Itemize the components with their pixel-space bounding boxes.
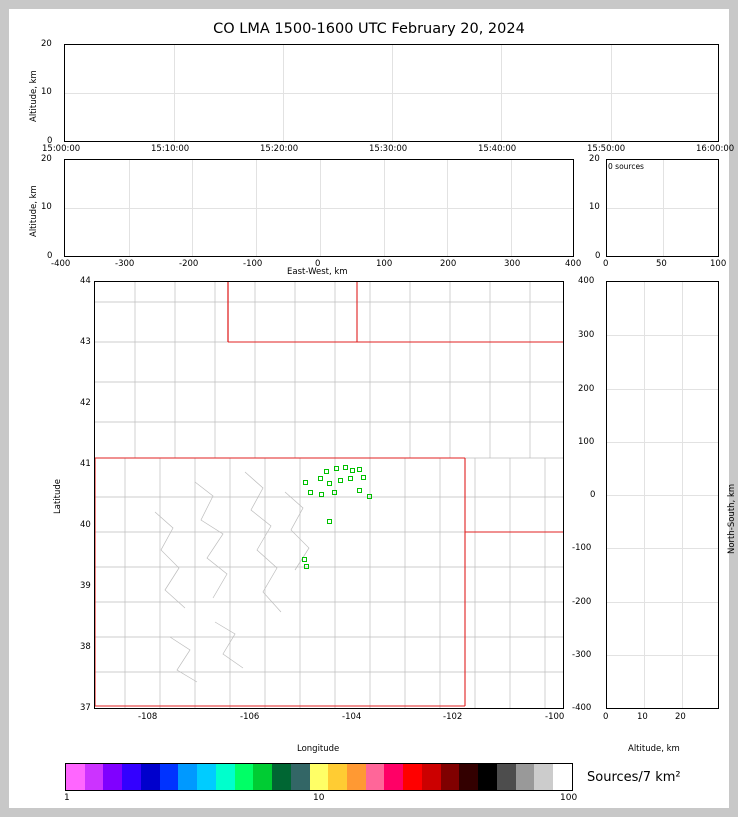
colorbar-swatch	[197, 764, 216, 790]
colorbar-swatch	[366, 764, 385, 790]
colorbar-swatch	[347, 764, 366, 790]
ns-height-xtick: 10	[637, 712, 648, 722]
time-height-xtick: 15:00:00	[42, 144, 81, 154]
source-marker	[303, 480, 308, 485]
colorbar-swatch	[216, 764, 235, 790]
ew-height-ytick: 20	[41, 154, 52, 164]
source-marker	[302, 557, 307, 562]
ns-height-ytick: 0	[590, 490, 596, 500]
ns-height-ytick: -100	[572, 543, 592, 553]
histogram-xtick: 50	[656, 259, 667, 269]
source-marker	[332, 490, 337, 495]
altitude-histogram-panel	[606, 159, 719, 257]
east-west-height-xlabel: East-West, km	[287, 267, 348, 277]
north-south-height-xlabel: Altitude, km	[628, 744, 680, 754]
north-south-height-panel	[606, 281, 719, 709]
colorbar-swatch	[516, 764, 535, 790]
ew-height-xtick: -300	[115, 259, 135, 269]
colorbar-swatch	[291, 764, 310, 790]
time-height-xtick: 15:50:00	[587, 144, 626, 154]
colorbar-swatch	[122, 764, 141, 790]
histogram-xtick: 0	[603, 259, 609, 269]
ns-height-ytick: -400	[572, 703, 592, 713]
time-height-ylabel: Altitude, km	[29, 70, 39, 122]
map-ytick: 41	[80, 459, 91, 469]
source-marker	[327, 481, 332, 486]
source-marker	[324, 469, 329, 474]
histogram-ytick: 10	[589, 202, 600, 212]
time-height-panel	[64, 44, 719, 142]
source-marker	[327, 519, 332, 524]
ns-height-xtick: 20	[675, 712, 686, 722]
map-ylabel: Latitude	[53, 479, 63, 514]
time-height-ytick: 10	[41, 87, 52, 97]
colorbar-swatch	[235, 764, 254, 790]
ns-height-xtick: 0	[603, 712, 609, 722]
map-xtick: -102	[443, 712, 463, 722]
ew-height-xtick: -100	[243, 259, 263, 269]
colorbar-swatch	[272, 764, 291, 790]
north-south-height-ylabel: North-South, km	[727, 483, 737, 554]
source-marker	[357, 467, 362, 472]
ns-height-ytick: 300	[578, 330, 595, 340]
time-height-xtick: 15:40:00	[478, 144, 517, 154]
source-marker	[367, 494, 372, 499]
map-ytick: 42	[80, 398, 91, 408]
time-height-ytick: 20	[41, 39, 52, 49]
map-xtick: -106	[240, 712, 260, 722]
histogram-ytick: 20	[589, 154, 600, 164]
time-height-xtick: 16:00:00	[696, 144, 735, 154]
map-ytick: 37	[80, 703, 91, 713]
east-west-height-ylabel: Altitude, km	[29, 185, 39, 237]
colorbar-swatch	[66, 764, 85, 790]
source-marker	[308, 490, 313, 495]
histogram-xtick: 100	[710, 259, 727, 269]
map-xtick: -108	[138, 712, 158, 722]
map-ytick: 43	[80, 337, 91, 347]
ns-height-ytick: 100	[578, 437, 595, 447]
source-marker	[319, 492, 324, 497]
histogram-source-count: 0 sources	[608, 162, 644, 171]
ew-height-xtick: -200	[179, 259, 199, 269]
ew-height-xtick: 400	[565, 259, 582, 269]
source-marker	[338, 478, 343, 483]
colorbar-swatch	[253, 764, 272, 790]
source-marker	[350, 468, 355, 473]
map-ytick: 44	[80, 276, 91, 286]
ew-height-xtick: 300	[504, 259, 521, 269]
ns-height-ytick: 200	[578, 384, 595, 394]
figure-canvas	[9, 9, 737, 808]
source-marker	[357, 488, 362, 493]
ns-height-ytick: -300	[572, 650, 592, 660]
colorbar-swatch	[328, 764, 347, 790]
ew-height-xtick: 200	[440, 259, 457, 269]
ew-height-xtick: 0	[315, 259, 321, 269]
ew-height-ytick: 10	[41, 202, 52, 212]
map-ytick: 40	[80, 520, 91, 530]
time-height-xtick: 15:20:00	[260, 144, 299, 154]
colorbar-swatch	[459, 764, 478, 790]
colorbar-swatch	[422, 764, 441, 790]
map-geography	[95, 282, 563, 708]
map-ytick: 38	[80, 642, 91, 652]
source-marker	[318, 476, 323, 481]
source-marker	[334, 466, 339, 471]
source-marker	[348, 476, 353, 481]
colorbar-swatch	[85, 764, 104, 790]
map-xtick: -104	[342, 712, 362, 722]
colorbar-swatch	[497, 764, 516, 790]
colorbar-title: Sources/7 km²	[587, 770, 681, 785]
ew-height-ytick: 0	[47, 251, 53, 261]
colorbar	[65, 763, 573, 791]
histogram-ytick: 0	[595, 251, 601, 261]
time-height-ytick: 0	[47, 136, 53, 146]
colorbar-swatch	[534, 764, 553, 790]
source-marker	[343, 465, 348, 470]
ns-height-ytick: -200	[572, 597, 592, 607]
colorbar-swatch	[310, 764, 329, 790]
east-west-height-panel	[64, 159, 574, 257]
map-xlabel: Longitude	[297, 744, 340, 754]
colorbar-swatch	[384, 764, 403, 790]
colorbar-swatch	[141, 764, 160, 790]
colorbar-swatch	[403, 764, 422, 790]
map-xtick: -100	[545, 712, 565, 722]
page-title: CO LMA 1500-1600 UTC February 20, 2024	[213, 21, 525, 37]
colorbar-swatch	[441, 764, 460, 790]
time-height-xtick: 15:10:00	[151, 144, 190, 154]
source-marker	[304, 564, 309, 569]
colorbar-tick: 100	[560, 793, 578, 803]
colorbar-swatch	[160, 764, 179, 790]
ew-height-xtick: -400	[51, 259, 71, 269]
colorbar-tick: 10	[313, 793, 325, 803]
ew-height-xtick: 100	[376, 259, 393, 269]
colorbar-swatch	[103, 764, 122, 790]
colorbar-swatch	[553, 764, 572, 790]
source-marker	[361, 475, 366, 480]
ns-height-ytick: 400	[578, 276, 595, 286]
state-county-boundaries	[95, 282, 563, 708]
time-height-xtick: 15:30:00	[369, 144, 408, 154]
colorbar-swatch	[178, 764, 197, 790]
plan-view-map-panel	[94, 281, 564, 709]
colorbar-swatch	[478, 764, 497, 790]
map-ytick: 39	[80, 581, 91, 591]
colorbar-tick: 1	[64, 793, 70, 803]
